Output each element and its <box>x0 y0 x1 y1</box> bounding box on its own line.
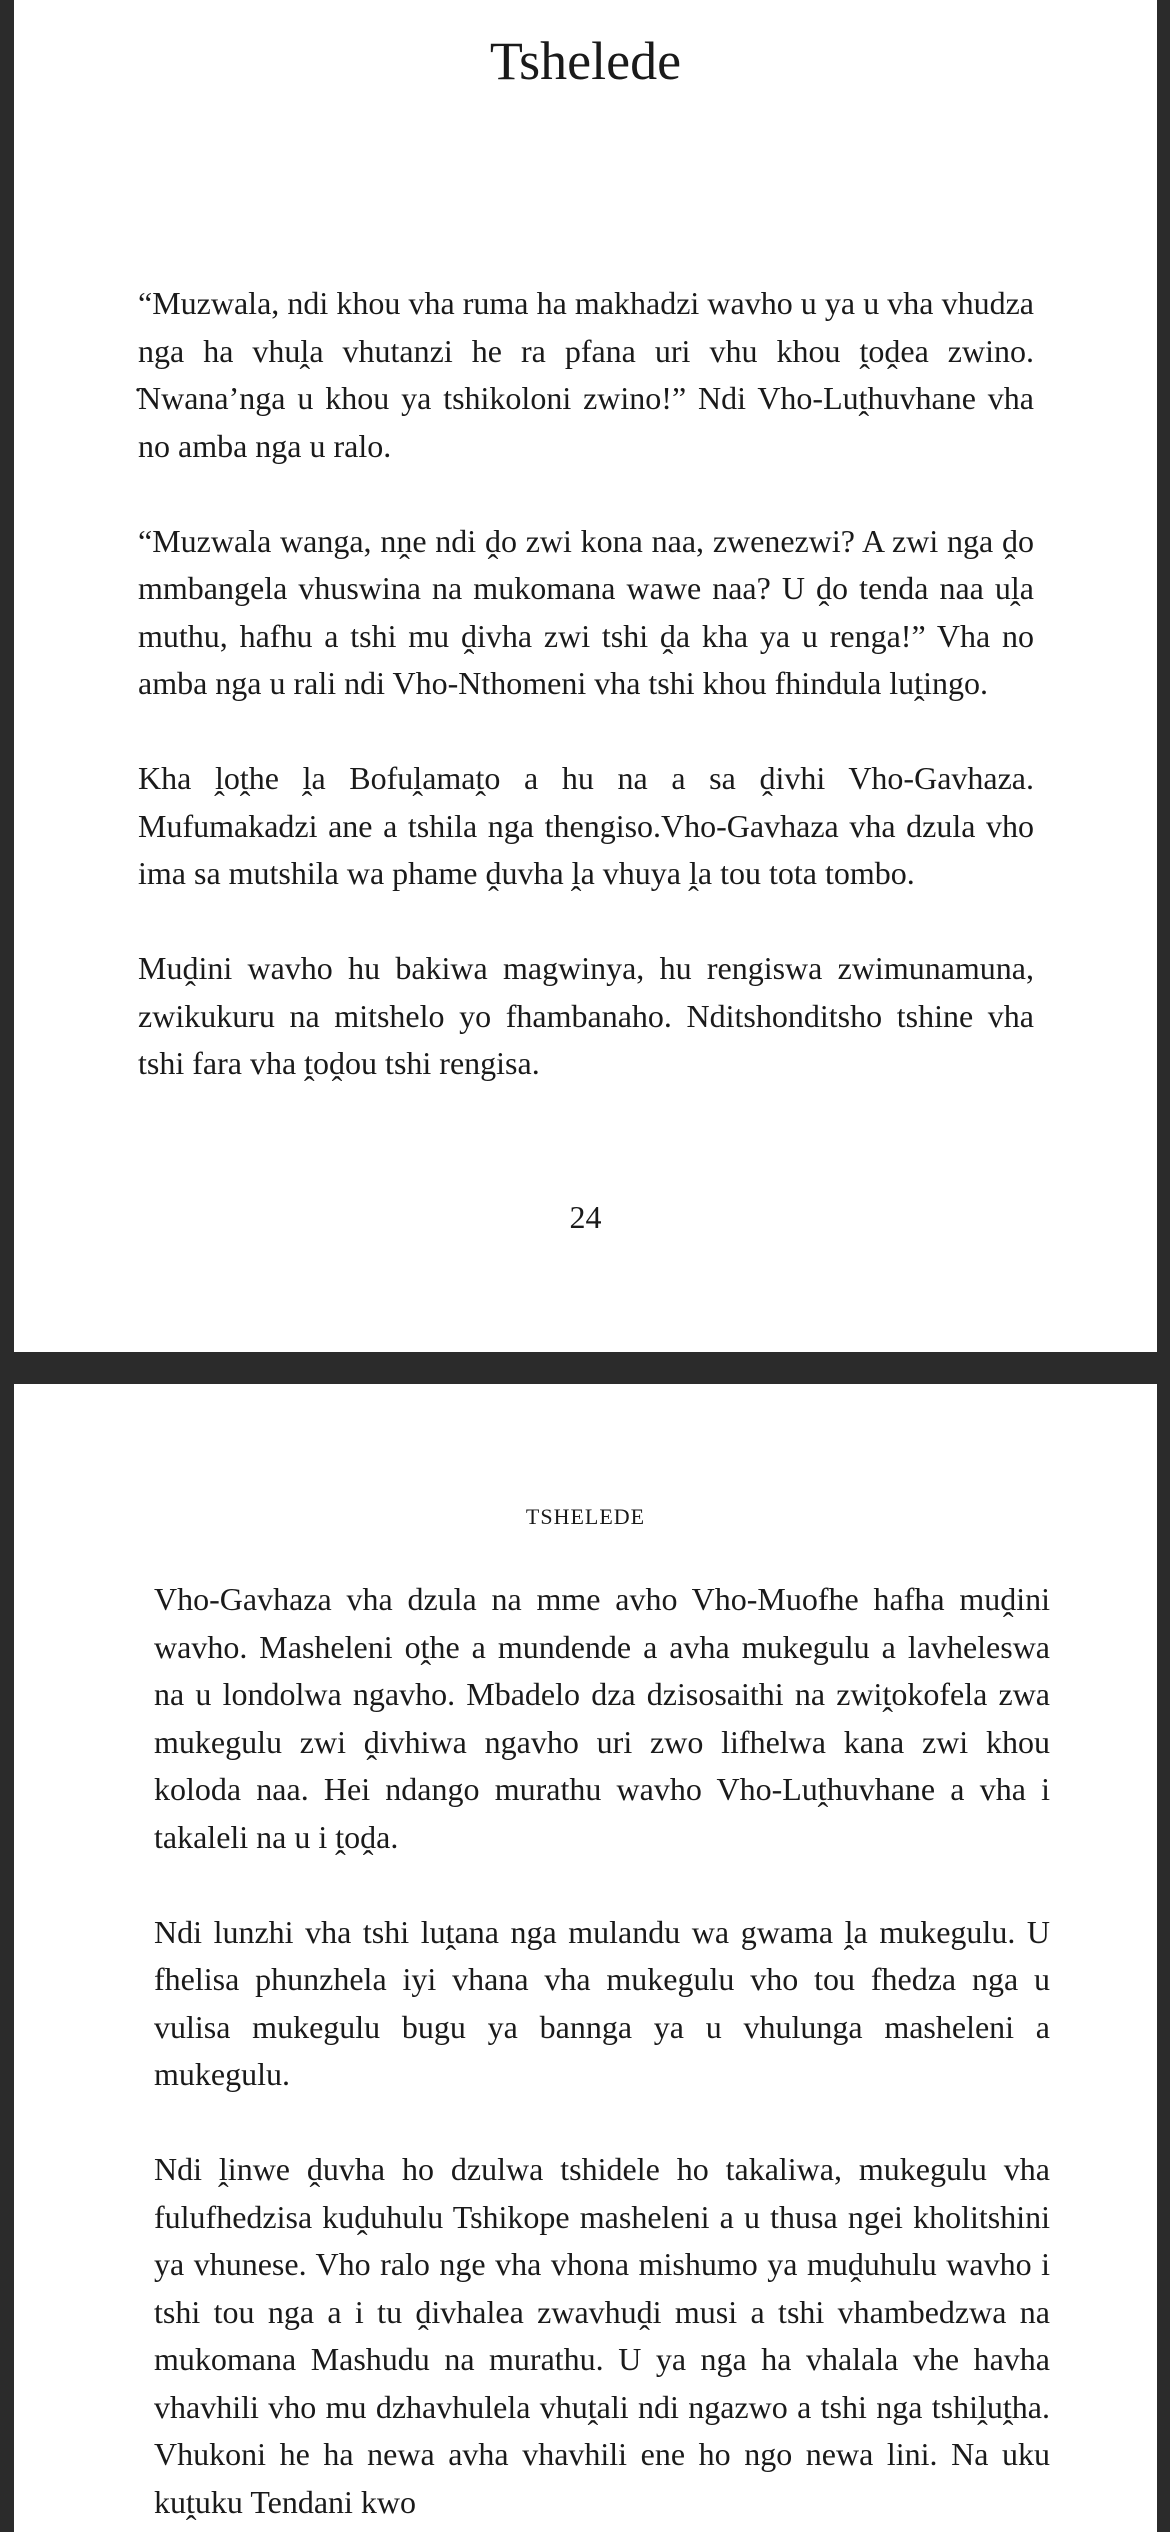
paragraph: Ndi ḽinwe ḓuvha ho dzulwa tshidele ho takaliwa, mukegulu vha fulufhedzisa kuḓuhulu Tshikope masheleni a u thusa ngei kholitshini ya vhunese. Vho ralo nge vha vhona mishumo ya muḓuhulu wavho i tshi tou nga a i tu ḓivhalea zwavhuḓi musi a tshi vhambedzwa na mukomana Mashudu na murathu. U ya nga ha vhalala vhe havha vhavhili vho mu dzhavhulela vhuṱali ndi ngazwo a tshi nga tshiḽuṱha. Vhukoni he ha newa avha vhavhili ene ho ngo newa lini. Na uku kuṱuku Tendani kwo <box>154 2151 1050 2520</box>
paragraph: “Muzwala wanga, nṋe ndi ḓo zwi kona naa, zwenezwi? A zwi nga ḓo mmbangela vhuswina na mukomana wawe naa? U ḓo tenda naa uḽa muthu, hafhu a tshi mu ḓivha zwi tshi ḓa kha ya u renga!” Vha no amba nga u rali ndi Vho-Nthomeni vha tshi khou fhindula luṱingo. <box>138 522 1034 701</box>
page-body <box>138 280 1034 1135</box>
page-body <box>154 1576 1050 2532</box>
running-head: TSHELEDE <box>525 1504 646 1529</box>
page-title: Tshelede <box>489 31 682 91</box>
paragraph: Kha ḽoṱhe ḽa Bofuḽamaṱo a hu na a sa ḓivhi Vho-Gavhaza. Mufumakadzi ane a tshila nga thengiso.Vho-Gavhaza vha dzula vho ima sa mutshila wa phame ḓuvha ḽa vhuya ḽa tou tota tombo. <box>138 760 1034 891</box>
paragraph: Muḓini wavho hu bakiwa magwinya, hu rengiswa zwimunamuna, zwikukuru na mitshelo yo fhambanaho. Nditshonditsho tshine vha tshi fara vha ṱoḓou tshi rengisa. <box>138 950 1034 1081</box>
paragraph: Vho-Gavhaza vha dzula na mme avho Vho-Muofhe hafha muḓini wavho. Masheleni oṱhe a mundende a avha mukegulu a lavheleswa na u londolwa ngavho. Mbadelo dza dzisosaithi na zwiṱokofela zwa mukegulu zwi ḓivhiwa ngavho uri zwo lifhelwa kana zwi khou koloda naa. Hei ndango murathu wavho Vho-Luṱhuvhane a vha i takaleli na u i ṱoḓa. <box>154 1581 1050 1855</box>
book-page-left <box>14 0 1157 1352</box>
paragraph: “Muzwala, ndi khou vha ruma ha makhadzi wavho u ya u vha vhudza nga ha vhuḽa vhutanzi he ra pfana uri vhu khou ṱoḓea zwino. ̇Nwana’nga u khou ya tshikoloni zwino!” Ndi Vho-Luṱhuvhane vha no amba nga u ralo. <box>138 285 1034 464</box>
paragraph: Ndi lunzhi vha tshi luṱana nga mulandu wa gwama ḽa mukegulu. U fhelisa phunzhela iyi vhana vha mukegulu vho tou fhedza nga u vulisa mukegulu bugu ya bannga ya u vhulunga masheleni a mukegulu. <box>154 1913 1050 2092</box>
page-number: 24 <box>569 1199 602 1235</box>
book-page-right <box>14 1384 1157 2532</box>
